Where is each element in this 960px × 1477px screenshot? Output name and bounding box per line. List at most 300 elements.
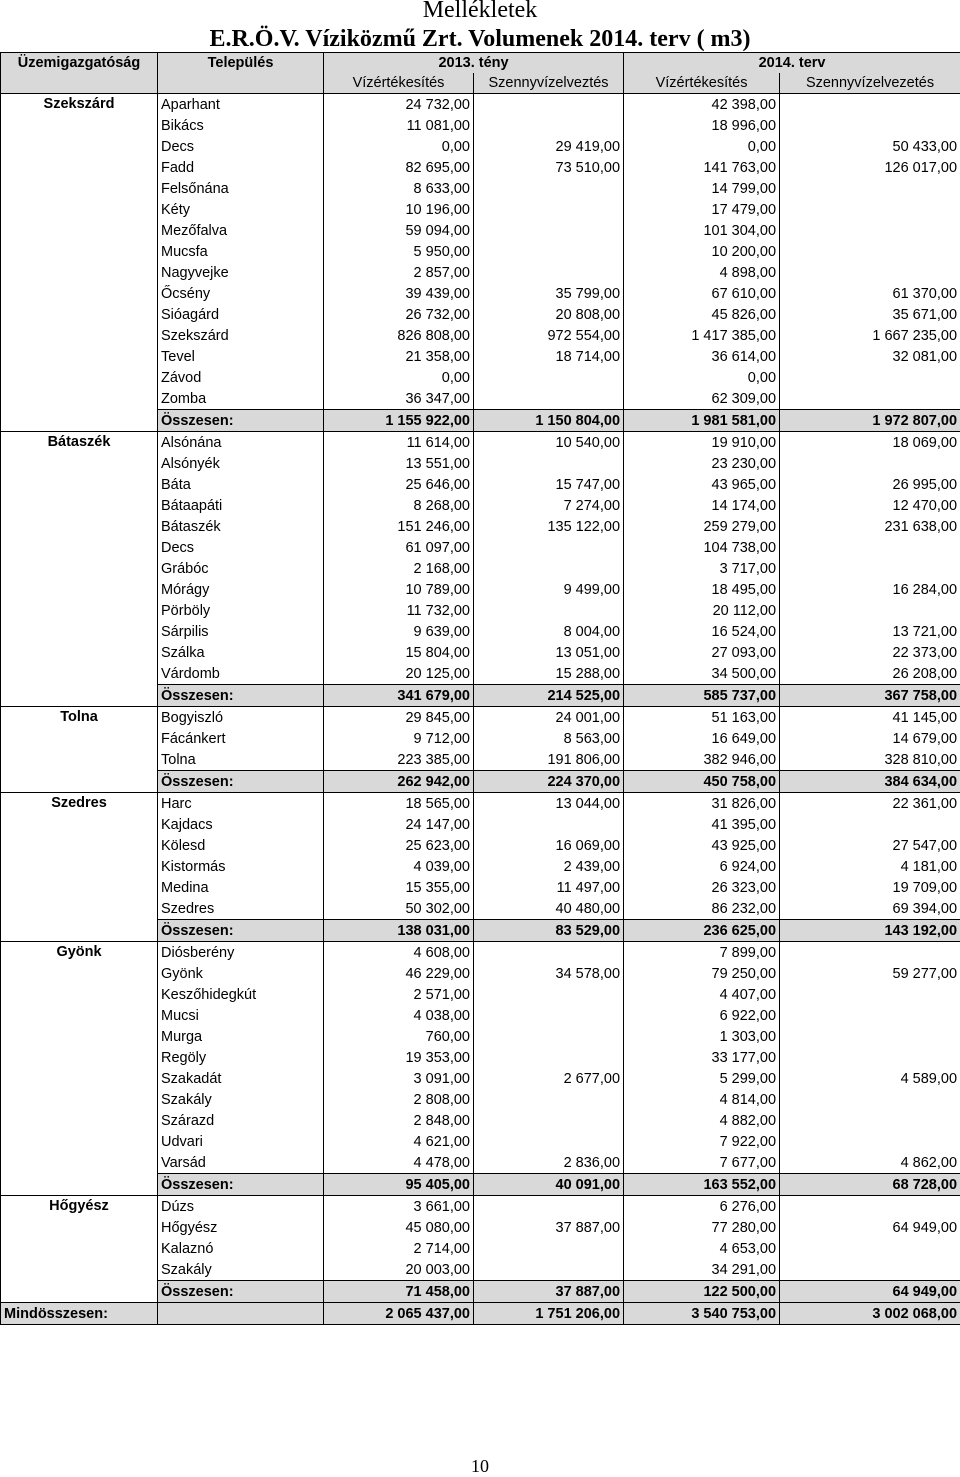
value-cell: 10 196,00 [324,199,474,220]
value-cell [780,600,960,621]
value-cell: 18 069,00 [780,432,960,454]
value-cell: 7 274,00 [474,495,624,516]
settlement-name: Grábóc [158,558,324,579]
settlement-name: Gyönk [158,963,324,984]
value-cell: 17 479,00 [624,199,780,220]
value-cell: 82 695,00 [324,157,474,178]
total-value: 143 192,00 [780,920,960,942]
annex-heading: Mellékletek [0,0,960,24]
value-cell: 3 717,00 [624,558,780,579]
value-cell: 6 922,00 [624,1005,780,1026]
value-cell: 45 826,00 [624,304,780,325]
settlement-name: Szakály [158,1259,324,1281]
value-cell: 8 563,00 [474,728,624,749]
value-cell: 41 145,00 [780,707,960,729]
settlement-name: Harc [158,793,324,815]
settlement-name: Báta [158,474,324,495]
settlement-name: Tevel [158,346,324,367]
value-cell [474,453,624,474]
value-cell: 67 610,00 [624,283,780,304]
value-cell: 14 799,00 [624,178,780,199]
grand-total-label: Mindösszesen: [1,1303,158,1325]
value-cell: 64 949,00 [780,1217,960,1238]
value-cell [780,814,960,835]
settlement-name: Őcsény [158,283,324,304]
operator-name: Szedres [1,793,158,942]
settlement-name: Decs [158,136,324,157]
value-cell: 36 614,00 [624,346,780,367]
total-value: 341 679,00 [324,685,474,707]
value-cell: 26 323,00 [624,877,780,898]
value-cell: 7 922,00 [624,1131,780,1152]
value-cell [474,367,624,388]
value-cell [474,1259,624,1281]
value-cell: 0,00 [624,367,780,388]
value-cell: 45 080,00 [324,1217,474,1238]
value-cell: 0,00 [324,136,474,157]
settlement-name: Bogyiszló [158,707,324,729]
settlement-name: Szálka [158,642,324,663]
value-cell: 21 358,00 [324,346,474,367]
subheader-empty [1,73,158,94]
value-cell: 2 168,00 [324,558,474,579]
value-cell [474,1238,624,1259]
total-value: 1 155 922,00 [324,410,474,432]
total-value: 71 458,00 [324,1281,474,1303]
value-cell: 40 480,00 [474,898,624,920]
value-cell: 104 738,00 [624,537,780,558]
value-cell: 50 302,00 [324,898,474,920]
total-value: 262 942,00 [324,771,474,793]
value-cell: 4 039,00 [324,856,474,877]
total-value: 163 552,00 [624,1174,780,1196]
settlement-name: Varsád [158,1152,324,1174]
value-cell: 141 763,00 [624,157,780,178]
value-cell: 3 091,00 [324,1068,474,1089]
value-cell [780,262,960,283]
value-cell [474,1196,624,1218]
value-cell: 9 499,00 [474,579,624,600]
value-cell: 4 478,00 [324,1152,474,1174]
value-cell: 20 125,00 [324,663,474,685]
col-sewage-2013: Szennyvízelveztés [474,73,624,94]
value-cell: 19 910,00 [624,432,780,454]
total-value: 95 405,00 [324,1174,474,1196]
value-cell: 59 094,00 [324,220,474,241]
value-cell [780,537,960,558]
value-cell: 382 946,00 [624,749,780,771]
value-cell [780,558,960,579]
value-cell [780,115,960,136]
settlement-name: Mucsi [158,1005,324,1026]
value-cell: 18 714,00 [474,346,624,367]
value-cell: 26 995,00 [780,474,960,495]
total-value: 585 737,00 [624,685,780,707]
value-cell: 826 808,00 [324,325,474,346]
value-cell: 15 804,00 [324,642,474,663]
value-cell: 4 814,00 [624,1089,780,1110]
settlement-name: Bátaszék [158,516,324,537]
grand-total-value: 2 065 437,00 [324,1303,474,1325]
value-cell: 18 996,00 [624,115,780,136]
total-value: 64 949,00 [780,1281,960,1303]
operator-name: Tolna [1,707,158,793]
subheader-row [1,73,960,94]
value-cell [474,94,624,116]
value-cell: 4 621,00 [324,1131,474,1152]
settlement-name: Felsőnána [158,178,324,199]
value-cell: 2 571,00 [324,984,474,1005]
value-cell [474,814,624,835]
total-value: 1 981 581,00 [624,410,780,432]
table-row [1,432,960,454]
total-value: 40 091,00 [474,1174,624,1196]
value-cell [780,984,960,1005]
settlement-name: Kéty [158,199,324,220]
operator-name: Hőgyész [1,1196,158,1303]
settlement-name: Fácánkert [158,728,324,749]
subheader-empty [158,73,324,94]
value-cell: 13 044,00 [474,793,624,815]
value-cell: 6 924,00 [624,856,780,877]
settlement-name: Regöly [158,1047,324,1068]
value-cell: 4 882,00 [624,1110,780,1131]
col-water-2014: Vízértékesítés [624,73,780,94]
grand-total-value: 3 002 068,00 [780,1303,960,1325]
value-cell: 29 419,00 [474,136,624,157]
value-cell [780,199,960,220]
value-cell [474,1026,624,1047]
value-cell: 2 714,00 [324,1238,474,1259]
value-cell [780,178,960,199]
value-cell: 7 677,00 [624,1152,780,1174]
value-cell: 5 299,00 [624,1068,780,1089]
grand-total-value: 3 540 753,00 [624,1303,780,1325]
value-cell: 4 898,00 [624,262,780,283]
value-cell: 11 081,00 [324,115,474,136]
value-cell [474,220,624,241]
value-cell [474,942,624,964]
value-cell [474,600,624,621]
value-cell: 8 004,00 [474,621,624,642]
value-cell: 34 578,00 [474,963,624,984]
value-cell: 35 671,00 [780,304,960,325]
value-cell: 79 250,00 [624,963,780,984]
settlement-name: Várdomb [158,663,324,685]
value-cell: 13 051,00 [474,642,624,663]
settlement-name: Szekszárd [158,325,324,346]
value-cell: 18 565,00 [324,793,474,815]
value-cell: 4 407,00 [624,984,780,1005]
value-cell [780,241,960,262]
settlement-name: Závod [158,367,324,388]
value-cell: 972 554,00 [474,325,624,346]
value-cell: 59 277,00 [780,963,960,984]
page-title: E.R.Ö.V. Víziközmű Zrt. Volumenek 2014. terv ( m3) [0,24,960,54]
total-value: 224 370,00 [474,771,624,793]
value-cell: 20 808,00 [474,304,624,325]
total-value: 1 150 804,00 [474,410,624,432]
value-cell: 2 848,00 [324,1110,474,1131]
value-cell: 19 353,00 [324,1047,474,1068]
value-cell: 20 003,00 [324,1259,474,1281]
value-cell: 4 608,00 [324,942,474,964]
value-cell: 0,00 [624,136,780,157]
value-cell: 31 826,00 [624,793,780,815]
value-cell: 61 370,00 [780,283,960,304]
value-cell: 0,00 [324,367,474,388]
value-cell: 151 246,00 [324,516,474,537]
value-cell: 77 280,00 [624,1217,780,1238]
settlement-name: Kalaznó [158,1238,324,1259]
settlement-name: Kistormás [158,856,324,877]
value-cell [780,1196,960,1218]
value-cell [474,1131,624,1152]
value-cell: 43 965,00 [624,474,780,495]
value-cell: 15 355,00 [324,877,474,898]
value-cell: 73 510,00 [474,157,624,178]
table-row [1,1196,960,1218]
settlement-name: Szakadát [158,1068,324,1089]
value-cell [780,1026,960,1047]
value-cell: 69 394,00 [780,898,960,920]
value-cell: 12 470,00 [780,495,960,516]
value-cell [780,1089,960,1110]
value-cell: 26 208,00 [780,663,960,685]
value-cell [780,388,960,410]
settlement-name: Udvari [158,1131,324,1152]
value-cell [474,1089,624,1110]
value-cell [780,1238,960,1259]
value-cell [474,984,624,1005]
value-cell: 24 732,00 [324,94,474,116]
value-cell: 9 712,00 [324,728,474,749]
value-cell: 16 069,00 [474,835,624,856]
value-cell: 2 808,00 [324,1089,474,1110]
value-cell: 2 439,00 [474,856,624,877]
value-cell: 62 309,00 [624,388,780,410]
value-cell: 135 122,00 [474,516,624,537]
settlement-name: Szakály [158,1089,324,1110]
value-cell: 25 623,00 [324,835,474,856]
value-cell: 6 276,00 [624,1196,780,1218]
settlement-name: Decs [158,537,324,558]
value-cell: 126 017,00 [780,157,960,178]
settlement-name: Fadd [158,157,324,178]
settlement-name: Alsónyék [158,453,324,474]
value-cell: 14 679,00 [780,728,960,749]
value-cell: 259 279,00 [624,516,780,537]
value-cell [474,537,624,558]
col-sewage-2014: Szennyvízelvezetés [780,73,960,94]
value-cell: 46 229,00 [324,963,474,984]
table-row [1,707,960,729]
value-cell [474,241,624,262]
settlement-name: Sárpilis [158,621,324,642]
settlement-name: Zomba [158,388,324,410]
value-cell: 328 810,00 [780,749,960,771]
col-operator: Üzemigazgatóság [1,53,158,74]
settlement-name: Mezőfalva [158,220,324,241]
settlement-name: Diósberény [158,942,324,964]
value-cell: 86 232,00 [624,898,780,920]
total-label: Összesen: [158,1174,324,1196]
value-cell: 22 361,00 [780,793,960,815]
value-cell: 18 495,00 [624,579,780,600]
value-cell [474,262,624,283]
value-cell: 16 524,00 [624,621,780,642]
settlement-name: Keszőhidegkút [158,984,324,1005]
value-cell: 10 789,00 [324,579,474,600]
value-cell [780,1259,960,1281]
value-cell: 2 836,00 [474,1152,624,1174]
value-cell: 16 649,00 [624,728,780,749]
value-cell: 26 732,00 [324,304,474,325]
value-cell: 50 433,00 [780,136,960,157]
total-label: Összesen: [158,1281,324,1303]
settlement-name: Bátaapáti [158,495,324,516]
value-cell: 1 417 385,00 [624,325,780,346]
total-value: 37 887,00 [474,1281,624,1303]
value-cell [474,1005,624,1026]
table-row [1,793,960,815]
grand-total-row [1,1303,960,1325]
value-cell: 13 721,00 [780,621,960,642]
operator-name: Bátaszék [1,432,158,707]
total-value: 1 972 807,00 [780,410,960,432]
total-value: 138 031,00 [324,920,474,942]
value-cell: 33 177,00 [624,1047,780,1068]
settlement-name: Mórágy [158,579,324,600]
value-cell: 5 950,00 [324,241,474,262]
value-cell: 11 614,00 [324,432,474,454]
value-cell: 22 373,00 [780,642,960,663]
value-cell: 32 081,00 [780,346,960,367]
value-cell: 2 857,00 [324,262,474,283]
header-row [1,53,960,74]
settlement-name: Aparhant [158,94,324,116]
value-cell: 13 551,00 [324,453,474,474]
value-cell: 51 163,00 [624,707,780,729]
settlement-name: Pörböly [158,600,324,621]
value-cell [780,220,960,241]
value-cell [474,199,624,220]
grand-total-value: 1 751 206,00 [474,1303,624,1325]
value-cell: 223 385,00 [324,749,474,771]
col-settlement: Település [158,53,324,74]
value-cell: 4 181,00 [780,856,960,877]
total-label: Összesen: [158,685,324,707]
value-cell [780,1005,960,1026]
value-cell: 10 540,00 [474,432,624,454]
value-cell: 3 661,00 [324,1196,474,1218]
settlement-name: Szedres [158,898,324,920]
col-actual-2013: 2013. tény [324,53,624,74]
value-cell: 29 845,00 [324,707,474,729]
settlement-name: Kajdacs [158,814,324,835]
settlement-name: Sióagárd [158,304,324,325]
total-value: 122 500,00 [624,1281,780,1303]
value-cell: 23 230,00 [624,453,780,474]
col-plan-2014: 2014. terv [624,53,960,74]
operator-name: Szekszárd [1,94,158,432]
value-cell: 24 147,00 [324,814,474,835]
col-water-2013: Vízértékesítés [324,73,474,94]
value-cell: 4 038,00 [324,1005,474,1026]
value-cell: 25 646,00 [324,474,474,495]
value-cell [474,1110,624,1131]
value-cell: 27 547,00 [780,835,960,856]
settlement-name: Tolna [158,749,324,771]
value-cell [474,388,624,410]
settlement-name: Dúzs [158,1196,324,1218]
value-cell: 14 174,00 [624,495,780,516]
total-value: 83 529,00 [474,920,624,942]
table-row [1,942,960,964]
value-cell: 231 638,00 [780,516,960,537]
value-cell [780,367,960,388]
value-cell: 15 747,00 [474,474,624,495]
total-value: 367 758,00 [780,685,960,707]
value-cell: 8 268,00 [324,495,474,516]
value-cell [780,942,960,964]
value-cell: 15 288,00 [474,663,624,685]
value-cell: 9 639,00 [324,621,474,642]
value-cell [780,453,960,474]
value-cell: 34 500,00 [624,663,780,685]
settlement-name: Bikács [158,115,324,136]
value-cell [474,558,624,579]
settlement-name: Mucsfa [158,241,324,262]
value-cell: 43 925,00 [624,835,780,856]
total-label: Összesen: [158,920,324,942]
value-cell: 27 093,00 [624,642,780,663]
value-cell: 11 497,00 [474,877,624,898]
value-cell: 8 633,00 [324,178,474,199]
value-cell: 11 732,00 [324,600,474,621]
settlement-name: Kölesd [158,835,324,856]
grand-total-empty [158,1303,324,1325]
value-cell: 41 395,00 [624,814,780,835]
value-cell: 1 667 235,00 [780,325,960,346]
total-value: 214 525,00 [474,685,624,707]
value-cell: 34 291,00 [624,1259,780,1281]
total-label: Összesen: [158,771,324,793]
value-cell: 101 304,00 [624,220,780,241]
settlement-name: Medina [158,877,324,898]
settlement-name: Alsónána [158,432,324,454]
value-cell: 2 677,00 [474,1068,624,1089]
value-cell: 61 097,00 [324,537,474,558]
value-cell: 36 347,00 [324,388,474,410]
value-cell [780,1131,960,1152]
value-cell: 16 284,00 [780,579,960,600]
value-cell [780,1047,960,1068]
value-cell [780,1110,960,1131]
settlement-name: Nagyvejke [158,262,324,283]
value-cell [780,94,960,116]
value-cell: 19 709,00 [780,877,960,898]
value-cell: 20 112,00 [624,600,780,621]
page-number: 10 [0,1455,960,1477]
total-value: 384 634,00 [780,771,960,793]
value-cell: 4 589,00 [780,1068,960,1089]
value-cell [474,1047,624,1068]
total-label: Összesen: [158,410,324,432]
value-cell: 4 862,00 [780,1152,960,1174]
value-cell: 42 398,00 [624,94,780,116]
value-cell: 760,00 [324,1026,474,1047]
